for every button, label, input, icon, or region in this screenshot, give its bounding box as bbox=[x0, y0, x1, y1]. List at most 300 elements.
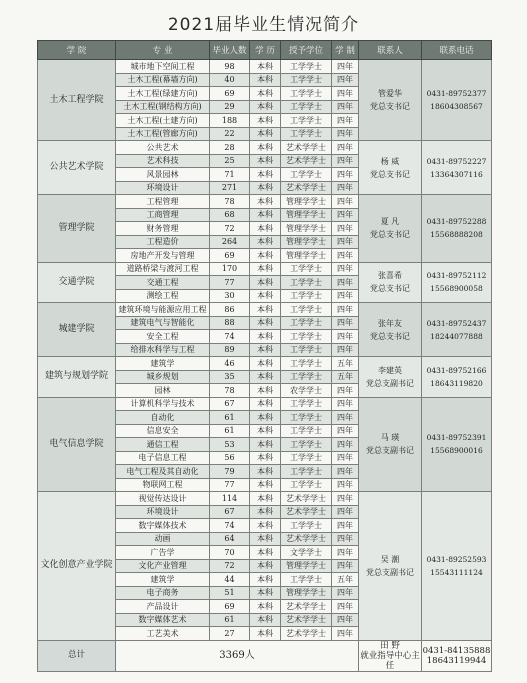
contact-cell bbox=[359, 195, 422, 263]
duration-cell: 四年 bbox=[332, 546, 359, 560]
header-college: 学 院 bbox=[38, 41, 116, 60]
degree-cell: 工学学士 bbox=[281, 397, 332, 411]
duration-cell: 四年 bbox=[332, 343, 359, 357]
duration-cell: 四年 bbox=[332, 519, 359, 533]
degree-cell: 工学学士 bbox=[281, 289, 332, 303]
contact-line: 管爱华 bbox=[378, 89, 402, 98]
degree-level-cell: 本科 bbox=[250, 438, 281, 452]
degree-level-cell: 本科 bbox=[250, 357, 281, 371]
count-cell: 67 bbox=[210, 505, 250, 519]
phone-line: 15568888208 bbox=[430, 230, 483, 240]
degree-cell: 艺术学学士 bbox=[281, 532, 332, 546]
table-row bbox=[38, 397, 492, 411]
duration-cell: 四年 bbox=[332, 154, 359, 168]
major-cell: 计算机科学与技术 bbox=[116, 397, 210, 411]
degree-cell: 工学学士 bbox=[281, 262, 332, 276]
degree-level-cell: 本科 bbox=[250, 100, 281, 114]
degree-cell: 艺术学学士 bbox=[281, 141, 332, 155]
count-cell: 30 bbox=[210, 289, 250, 303]
degree-level-cell: 本科 bbox=[250, 303, 281, 317]
major-cell: 自动化 bbox=[116, 411, 210, 425]
total-phone-line: 18643119944 bbox=[426, 655, 487, 666]
major-cell: 信息安全 bbox=[116, 424, 210, 438]
count-cell: 40 bbox=[210, 73, 250, 87]
degree-cell: 艺术学学士 bbox=[281, 492, 332, 506]
major-cell: 视觉传达设计 bbox=[116, 492, 210, 506]
count-cell: 79 bbox=[210, 465, 250, 479]
major-cell: 土木工程(土建方向) bbox=[116, 114, 210, 128]
count-cell: 114 bbox=[210, 492, 250, 506]
college-cell: 交通学院 bbox=[38, 262, 116, 303]
major-cell: 园林 bbox=[116, 384, 210, 398]
duration-cell: 四年 bbox=[332, 384, 359, 398]
major-cell: 给排水科学与工程 bbox=[116, 343, 210, 357]
table-row bbox=[38, 303, 492, 317]
degree-cell: 管理学学士 bbox=[281, 208, 332, 222]
major-cell: 建筑环境与能源应用工程 bbox=[116, 303, 210, 317]
contact-line: 夏 凡 bbox=[380, 217, 400, 227]
total-contact-line: 就业指导中心主任 bbox=[360, 650, 420, 671]
duration-cell: 四年 bbox=[332, 195, 359, 209]
contact-line: 党总支副书记 bbox=[366, 567, 414, 577]
duration-cell: 四年 bbox=[332, 438, 359, 452]
duration-cell: 五年 bbox=[332, 370, 359, 384]
major-cell: 土木工程(管廊方向) bbox=[116, 127, 210, 141]
total-value: 3369人 bbox=[116, 640, 359, 671]
major-cell: 工商管理 bbox=[116, 208, 210, 222]
major-cell: 环境设计 bbox=[116, 505, 210, 519]
major-cell: 电气工程及其自动化 bbox=[116, 465, 210, 479]
duration-cell: 四年 bbox=[332, 208, 359, 222]
degree-level-cell: 本科 bbox=[250, 289, 281, 303]
degree-level-cell: 本科 bbox=[250, 60, 281, 74]
college-cell: 公共艺术学院 bbox=[38, 141, 116, 195]
degree-level-cell: 本科 bbox=[250, 411, 281, 425]
major-cell: 数字媒体技术 bbox=[116, 519, 210, 533]
college-cell: 电气信息学院 bbox=[38, 397, 116, 492]
count-cell: 35 bbox=[210, 370, 250, 384]
duration-cell: 四年 bbox=[332, 532, 359, 546]
duration-cell: 四年 bbox=[332, 451, 359, 465]
degree-level-cell: 本科 bbox=[250, 397, 281, 411]
degree-cell: 艺术学学士 bbox=[281, 505, 332, 519]
total-row bbox=[38, 640, 492, 671]
degree-level-cell: 本科 bbox=[250, 532, 281, 546]
duration-cell: 四年 bbox=[332, 465, 359, 479]
phone-line: 18604308567 bbox=[430, 102, 483, 111]
duration-cell: 四年 bbox=[332, 235, 359, 249]
degree-level-cell: 本科 bbox=[250, 316, 281, 330]
degree-cell: 农学学士 bbox=[281, 384, 332, 398]
degree-level-cell: 本科 bbox=[250, 208, 281, 222]
count-cell: 271 bbox=[210, 181, 250, 195]
phone-cell bbox=[422, 357, 492, 398]
contact-line: 马 瑛 bbox=[380, 433, 400, 443]
phone-line: 0431-89252593 bbox=[426, 554, 487, 564]
major-cell: 文化产业管理 bbox=[116, 559, 210, 573]
major-cell: 工程管理 bbox=[116, 195, 210, 209]
degree-cell: 工学学士 bbox=[281, 276, 332, 290]
major-cell: 电子商务 bbox=[116, 586, 210, 600]
degree-level-cell: 本科 bbox=[250, 168, 281, 182]
count-cell: 77 bbox=[210, 276, 250, 290]
degree-level-cell: 本科 bbox=[250, 546, 281, 560]
count-cell: 69 bbox=[210, 87, 250, 101]
degree-level-cell: 本科 bbox=[250, 627, 281, 641]
header-count: 毕业人数 bbox=[210, 41, 250, 60]
college-cell: 土木工程学院 bbox=[38, 60, 116, 141]
major-cell: 交通工程 bbox=[116, 276, 210, 290]
table-row bbox=[38, 195, 492, 209]
count-cell: 53 bbox=[210, 438, 250, 452]
table-row bbox=[38, 357, 492, 371]
degree-cell: 工学学士 bbox=[281, 168, 332, 182]
count-cell: 64 bbox=[210, 532, 250, 546]
phone-line: 0431-89752391 bbox=[426, 433, 487, 443]
count-cell: 77 bbox=[210, 478, 250, 492]
phone-cell bbox=[422, 397, 492, 492]
count-cell: 88 bbox=[210, 316, 250, 330]
degree-cell: 管理学学士 bbox=[281, 195, 332, 209]
degree-level-cell: 本科 bbox=[250, 249, 281, 263]
count-cell: 61 bbox=[210, 613, 250, 627]
contact-line: 李建英 bbox=[378, 365, 402, 375]
major-cell: 财务管理 bbox=[116, 222, 210, 236]
degree-level-cell: 本科 bbox=[250, 141, 281, 155]
degree-cell: 工学学士 bbox=[281, 330, 332, 344]
major-cell: 安全工程 bbox=[116, 330, 210, 344]
degree-cell: 工学学士 bbox=[281, 519, 332, 533]
count-cell: 27 bbox=[210, 627, 250, 641]
table-row bbox=[38, 60, 492, 74]
header-degree-level: 学 历 bbox=[250, 41, 281, 60]
phone-line: 0431-89752437 bbox=[426, 318, 487, 328]
major-cell: 土木工程(钢结构方向) bbox=[116, 100, 210, 114]
degree-level-cell: 本科 bbox=[250, 384, 281, 398]
count-cell: 44 bbox=[210, 573, 250, 587]
contact-line: 党总支书记 bbox=[370, 230, 410, 240]
major-cell: 土木工程(幕墙方向) bbox=[116, 73, 210, 87]
total-phone-line: 0431-84135888 bbox=[422, 645, 491, 656]
header-degree: 授予学位 bbox=[281, 41, 332, 60]
phone-cell bbox=[422, 303, 492, 357]
degree-cell: 工学学士 bbox=[281, 343, 332, 357]
duration-cell: 四年 bbox=[332, 316, 359, 330]
major-cell: 风景园林 bbox=[116, 168, 210, 182]
duration-cell: 四年 bbox=[332, 492, 359, 506]
degree-cell: 艺术学学士 bbox=[281, 613, 332, 627]
count-cell: 71 bbox=[210, 168, 250, 182]
degree-level-cell: 本科 bbox=[250, 492, 281, 506]
contact-line: 杨 威 bbox=[380, 156, 400, 166]
degree-cell: 工学学士 bbox=[281, 465, 332, 479]
table-row bbox=[38, 492, 492, 506]
degree-cell: 工学学士 bbox=[281, 73, 332, 87]
count-cell: 98 bbox=[210, 60, 250, 74]
contact-line: 党总支书记 bbox=[370, 102, 410, 111]
degree-cell: 艺术学学士 bbox=[281, 600, 332, 614]
major-cell: 工艺美术 bbox=[116, 627, 210, 641]
contact-line: 张喜希 bbox=[378, 271, 402, 281]
major-cell: 建筑学 bbox=[116, 573, 210, 587]
degree-cell: 工学学士 bbox=[281, 100, 332, 114]
degree-cell: 文学学士 bbox=[281, 546, 332, 560]
duration-cell: 四年 bbox=[332, 411, 359, 425]
degree-level-cell: 本科 bbox=[250, 519, 281, 533]
degree-level-cell: 本科 bbox=[250, 613, 281, 627]
duration-cell: 五年 bbox=[332, 357, 359, 371]
header-major: 专 业 bbox=[116, 41, 210, 60]
phone-line: 0431-89752227 bbox=[426, 156, 487, 166]
contact-line: 张年友 bbox=[378, 318, 402, 328]
count-cell: 78 bbox=[210, 384, 250, 398]
count-cell: 56 bbox=[210, 451, 250, 465]
duration-cell: 四年 bbox=[332, 249, 359, 263]
duration-cell: 四年 bbox=[332, 303, 359, 317]
major-cell: 艺术科技 bbox=[116, 154, 210, 168]
degree-level-cell: 本科 bbox=[250, 330, 281, 344]
degree-cell: 工学学士 bbox=[281, 438, 332, 452]
count-cell: 72 bbox=[210, 559, 250, 573]
degree-cell: 艺术学学士 bbox=[281, 181, 332, 195]
phone-cell bbox=[422, 262, 492, 303]
graduates-table bbox=[37, 40, 492, 672]
duration-cell: 四年 bbox=[332, 114, 359, 128]
duration-cell: 四年 bbox=[332, 397, 359, 411]
count-cell: 28 bbox=[210, 141, 250, 155]
major-cell: 建筑电气与智能化 bbox=[116, 316, 210, 330]
degree-cell: 工学学士 bbox=[281, 114, 332, 128]
phone-line: 15543111124 bbox=[430, 567, 483, 577]
total-contact-cell bbox=[359, 640, 422, 671]
phone-line: 0431-89752288 bbox=[426, 217, 487, 227]
degree-level-cell: 本科 bbox=[250, 573, 281, 587]
count-cell: 69 bbox=[210, 249, 250, 263]
degree-cell: 艺术学学士 bbox=[281, 154, 332, 168]
degree-level-cell: 本科 bbox=[250, 586, 281, 600]
count-cell: 72 bbox=[210, 222, 250, 236]
count-cell: 61 bbox=[210, 411, 250, 425]
degree-level-cell: 本科 bbox=[250, 370, 281, 384]
degree-level-cell: 本科 bbox=[250, 343, 281, 357]
degree-level-cell: 本科 bbox=[250, 276, 281, 290]
degree-level-cell: 本科 bbox=[250, 73, 281, 87]
duration-cell: 四年 bbox=[332, 87, 359, 101]
degree-cell: 工学学士 bbox=[281, 573, 332, 587]
contact-cell bbox=[359, 262, 422, 303]
duration-cell: 四年 bbox=[332, 330, 359, 344]
phone-line: 18244077888 bbox=[430, 331, 483, 341]
major-cell: 房地产开发与管理 bbox=[116, 249, 210, 263]
phone-cell bbox=[422, 141, 492, 195]
count-cell: 46 bbox=[210, 357, 250, 371]
degree-level-cell: 本科 bbox=[250, 195, 281, 209]
header-duration: 学 制 bbox=[332, 41, 359, 60]
table-row bbox=[38, 141, 492, 155]
degree-level-cell: 本科 bbox=[250, 559, 281, 573]
major-cell: 城乡规划 bbox=[116, 370, 210, 384]
degree-cell: 管理学学士 bbox=[281, 235, 332, 249]
major-cell: 测绘工程 bbox=[116, 289, 210, 303]
duration-cell: 四年 bbox=[332, 262, 359, 276]
contact-cell bbox=[359, 60, 422, 141]
degree-level-cell: 本科 bbox=[250, 87, 281, 101]
major-cell: 通信工程 bbox=[116, 438, 210, 452]
contact-line: 党总支副书记 bbox=[366, 378, 414, 388]
degree-cell: 工学学士 bbox=[281, 316, 332, 330]
duration-cell: 四年 bbox=[332, 613, 359, 627]
college-cell: 城建学院 bbox=[38, 303, 116, 357]
degree-cell: 工学学士 bbox=[281, 411, 332, 425]
count-cell: 68 bbox=[210, 208, 250, 222]
count-cell: 69 bbox=[210, 600, 250, 614]
major-cell: 建筑学 bbox=[116, 357, 210, 371]
college-cell: 文化创意产业学院 bbox=[38, 492, 116, 641]
degree-cell: 管理学学士 bbox=[281, 249, 332, 263]
count-cell: 67 bbox=[210, 397, 250, 411]
table-row bbox=[38, 262, 492, 276]
phone-line: 15568900016 bbox=[430, 446, 483, 456]
degree-level-cell: 本科 bbox=[250, 424, 281, 438]
contact-line: 吴 潮 bbox=[380, 554, 400, 564]
count-cell: 61 bbox=[210, 424, 250, 438]
contact-line: 党总支书记 bbox=[370, 331, 410, 341]
degree-cell: 工学学士 bbox=[281, 370, 332, 384]
duration-cell: 四年 bbox=[332, 478, 359, 492]
duration-cell: 四年 bbox=[332, 276, 359, 290]
duration-cell: 四年 bbox=[332, 586, 359, 600]
major-cell: 环境设计 bbox=[116, 181, 210, 195]
major-cell: 广告学 bbox=[116, 546, 210, 560]
degree-cell: 工学学士 bbox=[281, 87, 332, 101]
degree-cell: 管理学学士 bbox=[281, 586, 332, 600]
degree-cell: 工学学士 bbox=[281, 451, 332, 465]
count-cell: 170 bbox=[210, 262, 250, 276]
major-cell: 土木工程(绿建方向) bbox=[116, 87, 210, 101]
major-cell: 城市地下空间工程 bbox=[116, 60, 210, 74]
degree-level-cell: 本科 bbox=[250, 505, 281, 519]
degree-level-cell: 本科 bbox=[250, 235, 281, 249]
phone-line: 0431-89752166 bbox=[426, 365, 487, 375]
count-cell: 25 bbox=[210, 154, 250, 168]
degree-cell: 工学学士 bbox=[281, 127, 332, 141]
degree-level-cell: 本科 bbox=[250, 478, 281, 492]
phone-cell bbox=[422, 195, 492, 263]
total-contact-line: 田 野 bbox=[380, 640, 400, 651]
degree-cell: 工学学士 bbox=[281, 478, 332, 492]
duration-cell: 四年 bbox=[332, 627, 359, 641]
contact-line: 党总支书记 bbox=[370, 284, 410, 294]
phone-cell bbox=[422, 60, 492, 141]
total-label: 总计 bbox=[38, 640, 116, 671]
phone-line: 13364307116 bbox=[430, 169, 483, 179]
phone-cell bbox=[422, 492, 492, 641]
degree-cell: 管理学学士 bbox=[281, 559, 332, 573]
count-cell: 22 bbox=[210, 127, 250, 141]
phone-line: 0431-89752112 bbox=[426, 271, 487, 281]
duration-cell: 四年 bbox=[332, 289, 359, 303]
degree-cell: 工学学士 bbox=[281, 60, 332, 74]
degree-level-cell: 本科 bbox=[250, 181, 281, 195]
count-cell: 78 bbox=[210, 195, 250, 209]
count-cell: 86 bbox=[210, 303, 250, 317]
duration-cell: 四年 bbox=[332, 181, 359, 195]
table-header-row bbox=[38, 41, 492, 60]
count-cell: 264 bbox=[210, 235, 250, 249]
degree-level-cell: 本科 bbox=[250, 222, 281, 236]
duration-cell: 四年 bbox=[332, 559, 359, 573]
major-cell: 动画 bbox=[116, 532, 210, 546]
count-cell: 70 bbox=[210, 546, 250, 560]
major-cell: 物联网工程 bbox=[116, 478, 210, 492]
duration-cell: 四年 bbox=[332, 73, 359, 87]
contact-cell bbox=[359, 492, 422, 641]
duration-cell: 四年 bbox=[332, 127, 359, 141]
duration-cell: 五年 bbox=[332, 573, 359, 587]
count-cell: 51 bbox=[210, 586, 250, 600]
phone-line: 18643119820 bbox=[430, 378, 483, 388]
contact-cell bbox=[359, 141, 422, 195]
phone-line: 0431-89752377 bbox=[426, 89, 487, 98]
header-phone: 联系电话 bbox=[422, 41, 492, 60]
count-cell: 74 bbox=[210, 330, 250, 344]
count-cell: 89 bbox=[210, 343, 250, 357]
major-cell: 电子信息工程 bbox=[116, 451, 210, 465]
duration-cell: 四年 bbox=[332, 100, 359, 114]
major-cell: 道路桥梁与渡河工程 bbox=[116, 262, 210, 276]
count-cell: 188 bbox=[210, 114, 250, 128]
major-cell: 数字媒体艺术 bbox=[116, 613, 210, 627]
page-title: 2021届毕业生情况简介 bbox=[167, 15, 360, 35]
degree-level-cell: 本科 bbox=[250, 600, 281, 614]
college-cell: 管理学院 bbox=[38, 195, 116, 263]
contact-line: 党总支副书记 bbox=[366, 446, 414, 456]
duration-cell: 四年 bbox=[332, 141, 359, 155]
table-body bbox=[38, 60, 492, 672]
contact-line: 党总支书记 bbox=[370, 169, 410, 179]
contact-cell bbox=[359, 303, 422, 357]
degree-level-cell: 本科 bbox=[250, 127, 281, 141]
degree-level-cell: 本科 bbox=[250, 451, 281, 465]
phone-line: 15568900058 bbox=[430, 284, 483, 294]
degree-level-cell: 本科 bbox=[250, 262, 281, 276]
degree-level-cell: 本科 bbox=[250, 154, 281, 168]
degree-cell: 工学学士 bbox=[281, 424, 332, 438]
duration-cell: 四年 bbox=[332, 168, 359, 182]
degree-cell: 艺术学学士 bbox=[281, 627, 332, 641]
count-cell: 74 bbox=[210, 519, 250, 533]
degree-level-cell: 本科 bbox=[250, 465, 281, 479]
major-cell: 产品设计 bbox=[116, 600, 210, 614]
header-contact: 联系人 bbox=[359, 41, 422, 60]
total-phone-cell bbox=[422, 640, 492, 671]
duration-cell: 四年 bbox=[332, 222, 359, 236]
college-cell: 建筑与规划学院 bbox=[38, 357, 116, 398]
degree-level-cell: 本科 bbox=[250, 114, 281, 128]
degree-cell: 工学学士 bbox=[281, 303, 332, 317]
contact-cell bbox=[359, 357, 422, 398]
duration-cell: 四年 bbox=[332, 600, 359, 614]
major-cell: 工程造价 bbox=[116, 235, 210, 249]
degree-cell: 工学学士 bbox=[281, 357, 332, 371]
degree-cell: 管理学学士 bbox=[281, 222, 332, 236]
duration-cell: 四年 bbox=[332, 60, 359, 74]
count-cell: 29 bbox=[210, 100, 250, 114]
duration-cell: 四年 bbox=[332, 424, 359, 438]
major-cell: 公共艺术 bbox=[116, 141, 210, 155]
duration-cell: 四年 bbox=[332, 505, 359, 519]
contact-cell bbox=[359, 397, 422, 492]
